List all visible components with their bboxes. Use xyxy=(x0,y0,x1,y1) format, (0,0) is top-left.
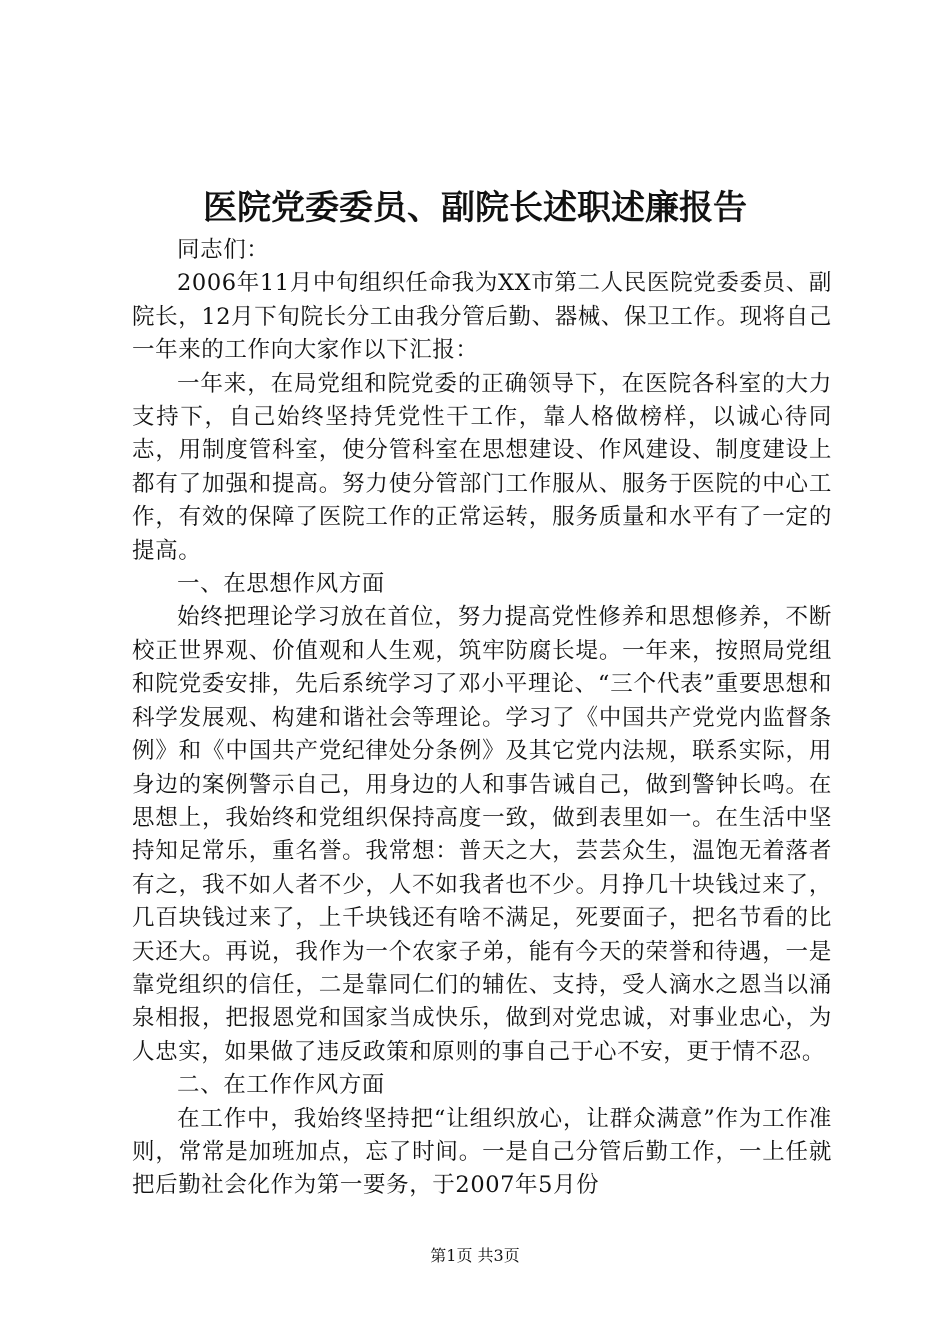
salutation: 同志们： xyxy=(177,237,270,263)
document-body xyxy=(132,234,832,1203)
document-title: 医院党委委员、副院长述职述廉报告 xyxy=(203,188,747,228)
page-number: 第1页 共3页 xyxy=(430,1246,520,1265)
paragraph-work-style: 在工作中，我始终坚持把“让组织放心，让群众满意”作为工作准则，常常是加班加点，忘了时间。一是自己分管后勤工作，一上任就把后勤社会化作为第一要务，于2007年5月份 xyxy=(132,1105,832,1199)
section-heading-ideology: 一、在思想作风方面 xyxy=(177,571,385,598)
section-heading-work-style: 二、在工作作风方面 xyxy=(177,1072,385,1099)
paragraph-ideology: 始终把理论学习放在首位，努力提高党性修养和思想修养，不断校正世界观、价值观和人生观，筑牢防腐长堤。一年来，按照局党组和院党委安排，先后系统学习了邓小平理论、“三个代表”重要思想和科学发展观、构建和谐社会等理论。学习了《中国共产党党内监督条例》和《中国共产党纪律处分条例》及其它党内法规，联系实际，用身边的案例警示自己，用身边的人和事告诫自己，做到警钟长鸣。在思想上，我始终和党组织保持高度一致，做到表里如一。在生活中坚持知足常乐，重名誉。我常想：普天之大，芸芸众生，温饱无着落者有之，我不如人者不少，人不如我者也不少。月挣几十块钱过来了，几百块钱过来了，上千块钱还有啥不满足，死要面子，把名节看的比天还大。再说，我作为一个农家子弟，能有今天的荣誉和待遇，一是靠党组织的信任，二是靠同仁们的辅佐、支持，受人滴水之恩当以涌泉相报，把报恩党和国家当成快乐，做到对党忠诚，对事业忠心，为人忠实，如果做了违反政策和原则的事自己于心不安，更于情不忍。 xyxy=(132,604,832,1065)
paragraph-summary: 一年来，在局党组和院党委的正确领导下，在医院各科室的大力支持下，自己始终坚持凭党性干工作，靠人格做榜样，以诚心待同志，用制度管科室，使分管科室在思想建设、作风建设、制度建设上都有了加强和提高。努力使分管部门工作服从、服务于医院的中心工作，有效的保障了医院工作的正常运转，服务质量和水平有了一定的提高。 xyxy=(132,370,832,564)
paragraph-intro: 2006年11月中旬组织任命我为XX市第二人民医院党委委员、副院长，12月下旬院长分工由我分管后勤、器械、保卫工作。现将自己一年来的工作向大家作以下汇报： xyxy=(132,270,832,364)
